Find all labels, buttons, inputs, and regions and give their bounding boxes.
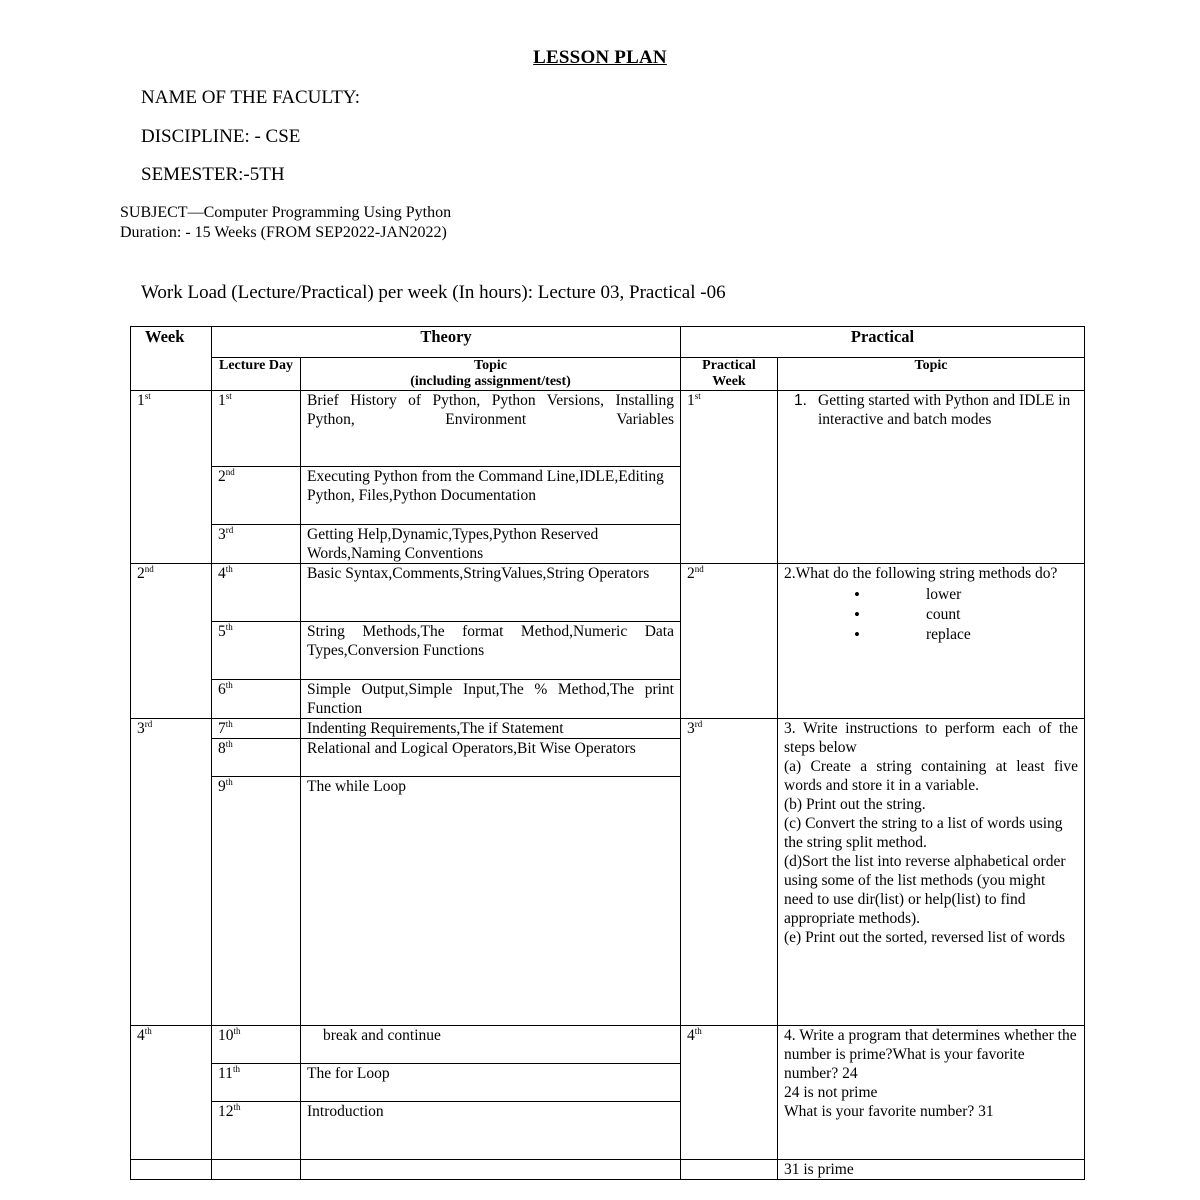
practical-text: Getting started with Python and IDLE in interactive and batch modes — [818, 392, 1071, 428]
lecture-day-cell: 1st — [212, 391, 301, 467]
table-row — [131, 564, 1085, 622]
lecture-topic-cell: Simple Output,Simple Input,The % Method,The print Function — [301, 680, 681, 719]
lecture-day-cell: 10th — [212, 1026, 301, 1064]
practical-line: (a) Create a string containing at least five words and store it in a variable. — [784, 758, 1078, 794]
practical-line: 3. Write instructions to perform each of the steps below — [784, 720, 1078, 756]
lecture-day-cell: 2nd — [212, 467, 301, 525]
week-cell: 2nd — [131, 564, 212, 719]
semester-label: SEMESTER:-5TH — [141, 164, 285, 185]
week-header: Week — [131, 327, 212, 391]
lecture-topic-cell: Executing Python from the Command Line,IDLE,Editing Python, Files,Python Documentation — [301, 467, 681, 525]
page-title: LESSON PLAN — [533, 47, 667, 68]
topic-header — [301, 358, 681, 391]
practical-text: 2.What do the following string methods do? — [784, 565, 1058, 582]
table-row — [131, 719, 1085, 739]
lecture-day-cell: 3rd — [212, 525, 301, 564]
discipline-label: DISCIPLINE: - CSE — [141, 126, 301, 147]
table-header-row — [131, 327, 1085, 358]
theory-header: Theory — [212, 327, 681, 358]
list-item: • replace — [784, 625, 1078, 645]
practical-line: 4. Write a program that determines whether the number is prime?What is your favorite number? 24 — [784, 1027, 1077, 1082]
practical-topic-cell — [778, 564, 1085, 719]
practical-line: (c) Convert the string to a list of words using the string split method. — [784, 815, 1063, 851]
practical-topic-cell — [778, 1026, 1085, 1160]
practical-line: (e) Print out the sorted, reversed list of words — [784, 929, 1066, 946]
week-cell: 3rd — [131, 719, 212, 1026]
lecture-topic-cell: Brief History of Python, Python Versions, Installing Python, Environment Variables — [301, 391, 681, 467]
practical-topic-cell — [778, 391, 1085, 564]
lecture-day-cell: 4th — [212, 564, 301, 622]
lecture-day-header: Lecture Day — [212, 358, 301, 391]
list-item: • count — [784, 605, 1078, 625]
subject-label: SUBJECT—Computer Programming Using Python — [120, 204, 452, 221]
topic-header-note: (including assignment/test) — [410, 374, 571, 389]
lecture-topic-cell: Indenting Requirements,The if Statement — [301, 719, 681, 739]
list-item: • lower — [784, 585, 1078, 605]
lecture-topic-cell: The for Loop — [301, 1064, 681, 1102]
topic-header-title: Topic — [474, 358, 507, 373]
practical-week-header: Practical Week — [681, 358, 778, 391]
lecture-day-cell — [212, 1160, 301, 1180]
practical-number: 1. — [794, 392, 807, 409]
table-row — [131, 1160, 1085, 1180]
practical-week-cell: 1st — [681, 391, 778, 564]
practical-line: What is your favorite number? 31 — [784, 1103, 994, 1120]
lecture-topic-cell: Basic Syntax,Comments,StringValues,String Operators — [301, 564, 681, 622]
practical-topic-header: Topic — [778, 358, 1085, 391]
workload-label: Work Load (Lecture/Practical) per week (In hours): Lecture 03, Practical -06 — [141, 282, 726, 303]
week-cell: 4th — [131, 1026, 212, 1160]
table-row — [131, 1026, 1085, 1064]
week-cell: 1st — [131, 391, 212, 564]
practical-topic-cell — [778, 719, 1085, 1026]
practical-week-cell — [681, 1160, 778, 1180]
lecture-day-cell: 11th — [212, 1064, 301, 1102]
lesson-plan-table — [130, 326, 1085, 1180]
string-methods-list — [784, 585, 1078, 645]
duration-label: Duration: - 15 Weeks (FROM SEP2022-JAN2022) — [120, 224, 447, 241]
lecture-topic-cell: Getting Help,Dynamic,Types,Python Reserved Words,Naming Conventions — [301, 525, 681, 564]
practical-line: (d)Sort the list into reverse alphabetical order using some of the list methods (you might need to use dir(list) or help(list) to find appropriate methods). — [784, 853, 1066, 927]
table-subheader-row — [131, 358, 1085, 391]
lecture-topic-cell: String Methods,The format Method,Numeric Data Types,Conversion Functions — [301, 622, 681, 680]
lecture-topic-cell: The while Loop — [301, 777, 681, 1026]
lecture-topic-cell: Relational and Logical Operators,Bit Wise Operators — [301, 739, 681, 777]
practical-line: 24 is not prime — [784, 1084, 878, 1101]
lecture-day-cell: 12th — [212, 1102, 301, 1160]
practical-week-cell: 4th — [681, 1026, 778, 1160]
practical-week-cell: 2nd — [681, 564, 778, 719]
practical-week-cell: 3rd — [681, 719, 778, 1026]
week-cell — [131, 1160, 212, 1180]
lecture-day-cell: 5th — [212, 622, 301, 680]
lecture-day-cell: 6th — [212, 680, 301, 719]
lecture-topic-cell: Introduction — [301, 1102, 681, 1160]
lecture-topic-cell: break and continue — [301, 1026, 681, 1064]
practical-header: Practical — [681, 327, 1085, 358]
practical-line: (b) Print out the string. — [784, 796, 926, 813]
table-row — [131, 391, 1085, 467]
faculty-label: NAME OF THE FACULTY: — [141, 87, 361, 108]
lecture-topic-cell — [301, 1160, 681, 1180]
lecture-day-cell: 8th — [212, 739, 301, 777]
practical-topic-cell: 31 is prime — [778, 1160, 1085, 1180]
lecture-day-cell: 9th — [212, 777, 301, 1026]
lecture-day-cell: 7th — [212, 719, 301, 739]
